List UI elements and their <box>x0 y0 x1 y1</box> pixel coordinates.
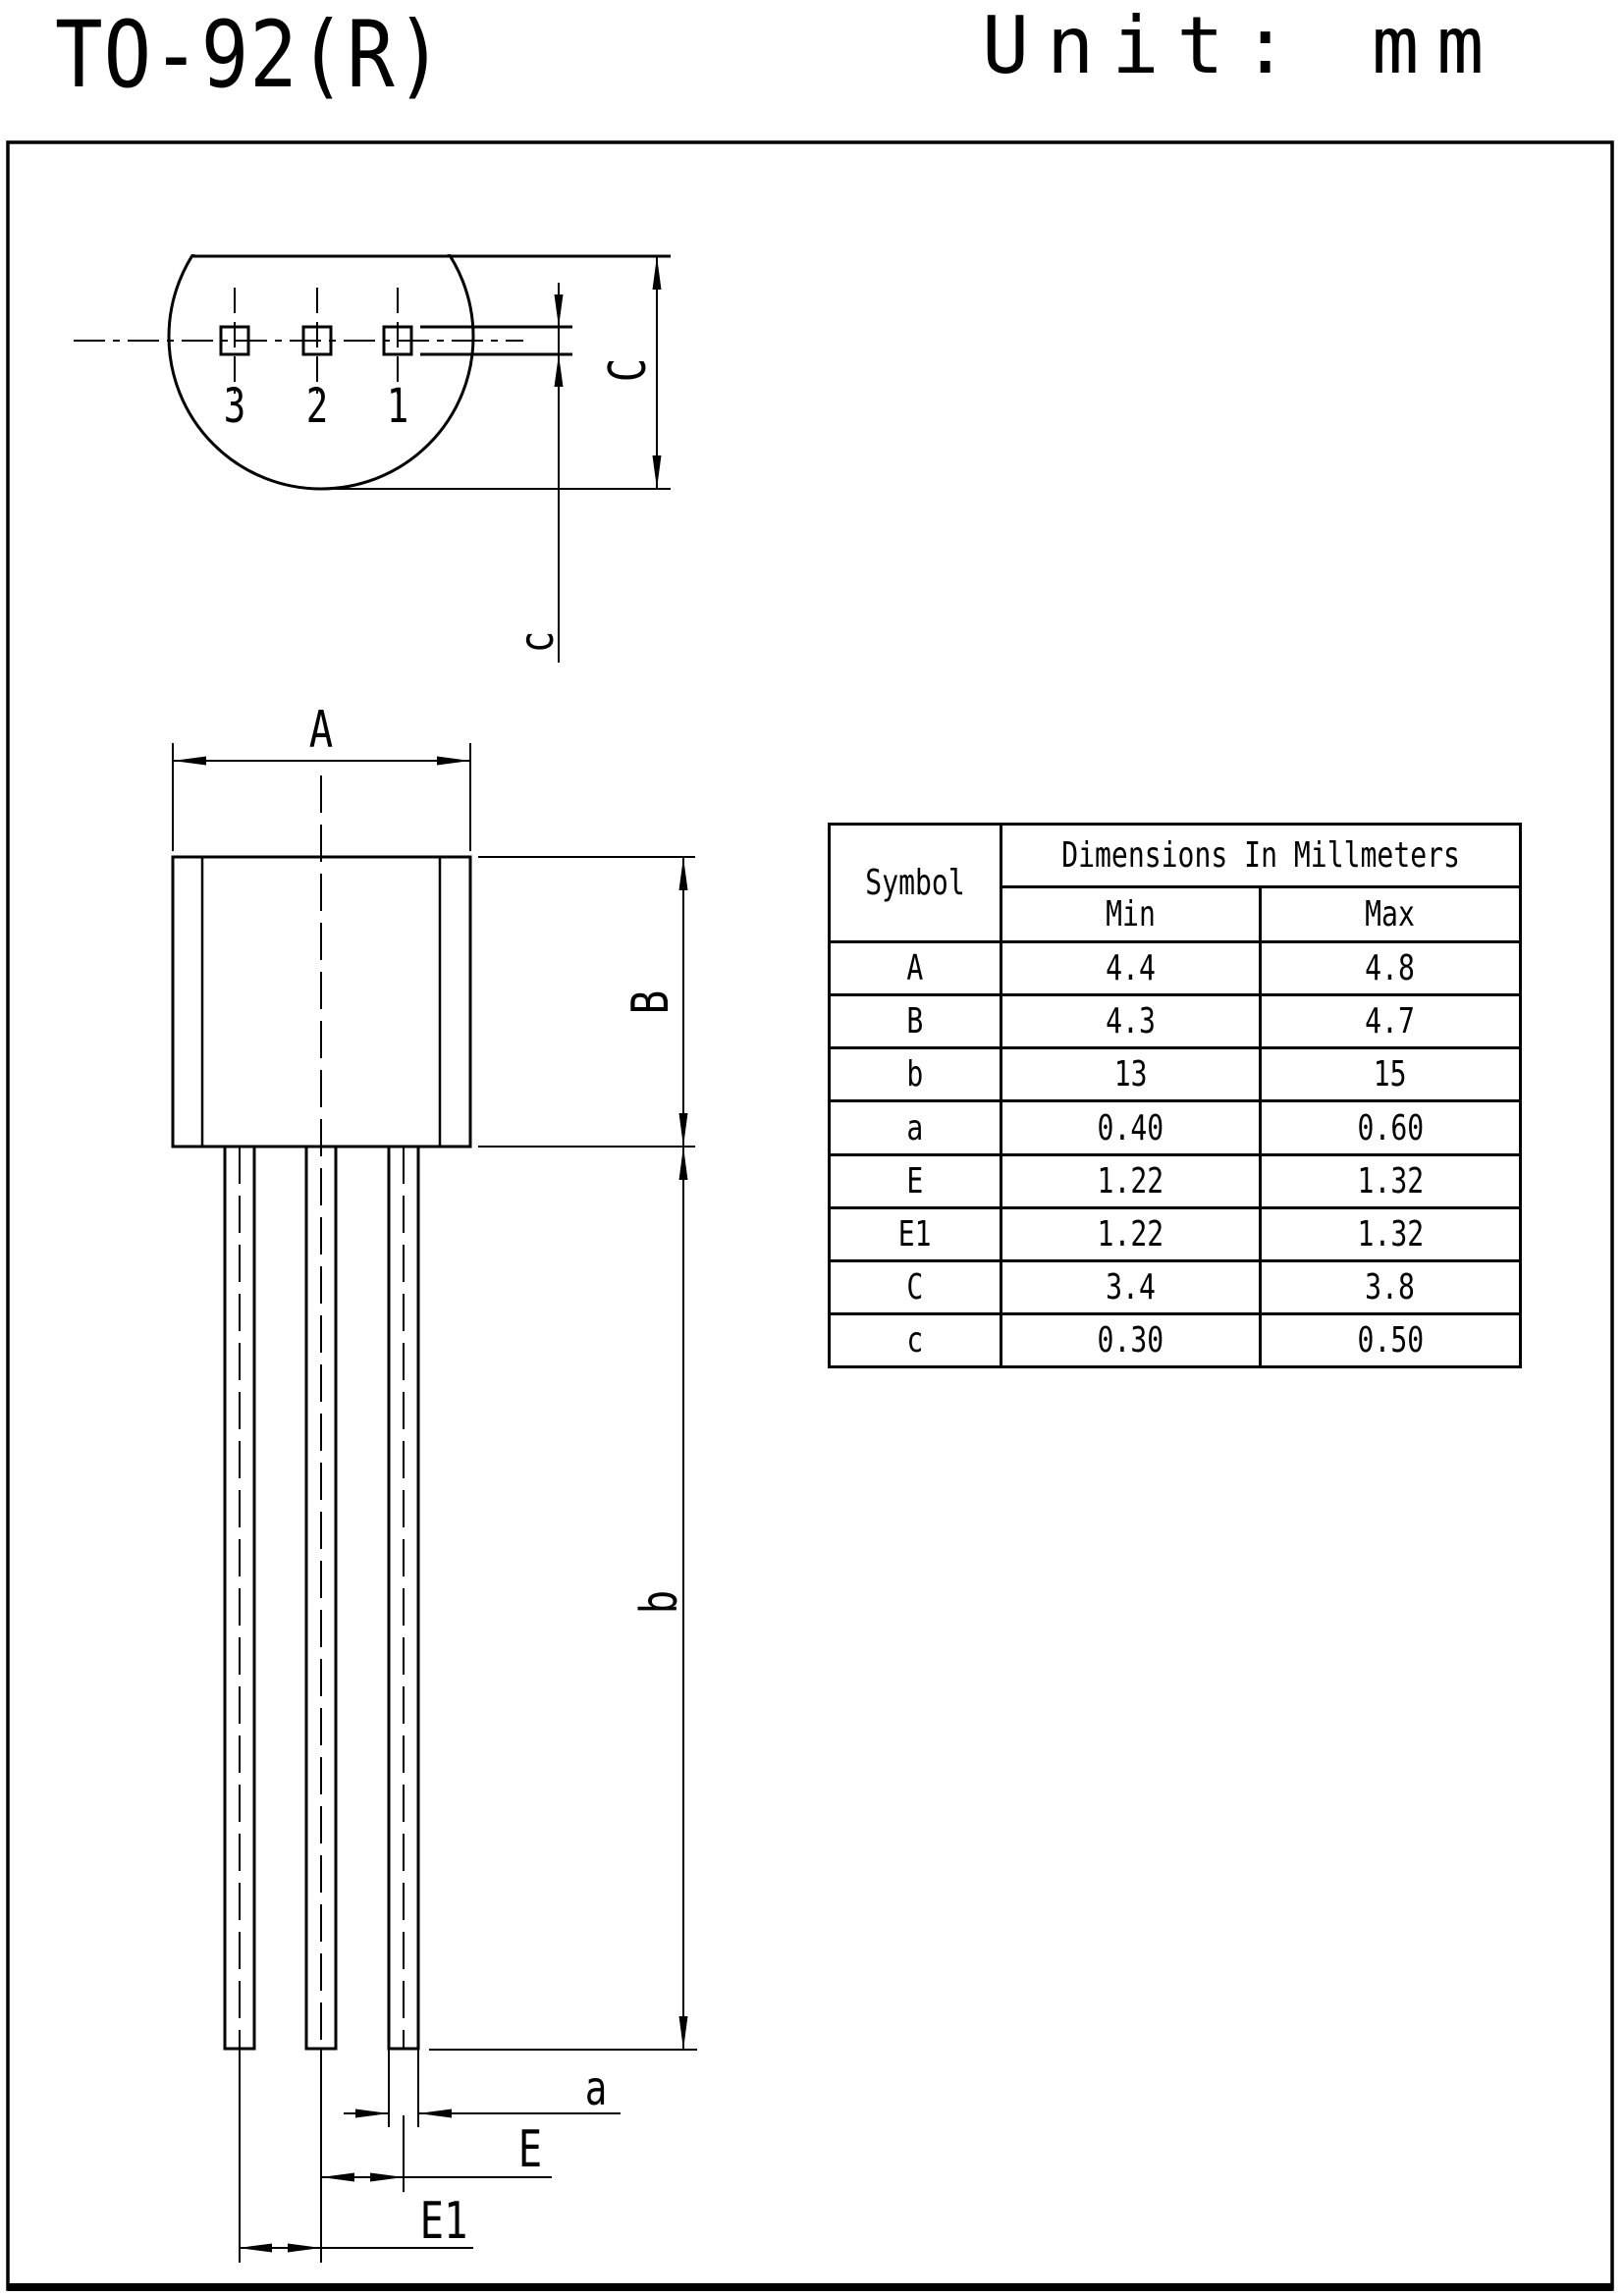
cell-symbol: B <box>830 995 1001 1048</box>
dim-c-arrow-down <box>555 294 564 327</box>
dim-E1-arrow-left <box>239 2244 272 2253</box>
table-row <box>830 1101 1521 1154</box>
page-title-text: TO-92(R) <box>55 2 445 109</box>
dim-a-label: a <box>584 2061 608 2116</box>
dim-a-arrow-right <box>355 2109 389 2118</box>
pin2-label: 2 <box>305 379 329 434</box>
cell-symbol: a <box>830 1101 1001 1154</box>
dimensions-table <box>828 823 1522 1368</box>
table-row <box>830 995 1521 1048</box>
dim-B-arrow-up <box>679 857 688 890</box>
table-header-max: Max <box>1261 887 1521 942</box>
cell-max: 15 <box>1261 1048 1521 1101</box>
cell-max: 4.7 <box>1261 995 1521 1048</box>
front-view <box>173 743 697 2263</box>
dim-E-arrow-left <box>321 2173 354 2182</box>
dim-C-label: C <box>599 357 658 383</box>
table-row <box>830 1154 1521 1207</box>
cell-symbol: b <box>830 1048 1001 1101</box>
top-view <box>74 181 671 663</box>
dim-C-arrow-up <box>653 256 662 290</box>
unit-label-text: Unit: mm <box>982 0 1502 91</box>
cell-symbol: A <box>830 942 1001 995</box>
table-header-min: Min <box>1001 887 1261 942</box>
dim-b-arrow-up <box>679 1147 688 1180</box>
dim-E-label: E <box>517 2120 543 2179</box>
table-row <box>830 1048 1521 1101</box>
cell-max: 0.50 <box>1261 1313 1521 1366</box>
dim-c-label: c <box>510 630 565 654</box>
dim-b-label: b <box>630 1589 689 1615</box>
cell-symbol: E <box>830 1154 1001 1207</box>
cell-min: 4.3 <box>1001 995 1261 1048</box>
dim-b-arrow-down <box>679 2016 688 2050</box>
dim-B-arrow-down <box>679 1113 688 1147</box>
dim-B-label: B <box>622 989 680 1015</box>
table-row <box>830 942 1521 995</box>
cell-min: 1.22 <box>1001 1207 1261 1260</box>
table-row <box>830 1313 1521 1366</box>
cell-min: 0.40 <box>1001 1101 1261 1154</box>
dim-a-arrow-left <box>418 2109 452 2118</box>
dim-A-label: A <box>308 701 334 760</box>
cell-max: 4.8 <box>1261 942 1521 995</box>
dim-E1-label: E1 <box>419 2192 468 2251</box>
cell-min: 4.4 <box>1001 942 1261 995</box>
cell-min: 0.30 <box>1001 1313 1261 1366</box>
dim-E-arrow-right <box>370 2173 404 2182</box>
cell-min: 13 <box>1001 1048 1261 1101</box>
dim-A-arrow-right <box>437 757 470 766</box>
dim-c-arrow-up <box>555 354 564 387</box>
cell-symbol: E1 <box>830 1207 1001 1260</box>
cell-max: 3.8 <box>1261 1260 1521 1313</box>
pin3-label: 3 <box>223 379 246 434</box>
dim-A-arrow-left <box>173 757 206 766</box>
cell-min: 3.4 <box>1001 1260 1261 1313</box>
cell-max: 0.60 <box>1261 1101 1521 1154</box>
table-row <box>830 1207 1521 1260</box>
cell-min: 1.22 <box>1001 1154 1261 1207</box>
table-header-symbol: Symbol <box>830 825 1001 942</box>
pin1-label: 1 <box>386 379 409 434</box>
flat-side-mask <box>147 181 501 254</box>
table-row <box>830 1260 1521 1313</box>
cell-symbol: c <box>830 1313 1001 1366</box>
dim-C-arrow-down <box>653 455 662 489</box>
cell-max: 1.32 <box>1261 1154 1521 1207</box>
table-header-dimensions: Dimensions In Millmeters <box>1001 825 1521 887</box>
dim-E1-arrow-right <box>288 2244 321 2253</box>
cell-max: 1.32 <box>1261 1207 1521 1260</box>
cell-symbol: C <box>830 1260 1001 1313</box>
